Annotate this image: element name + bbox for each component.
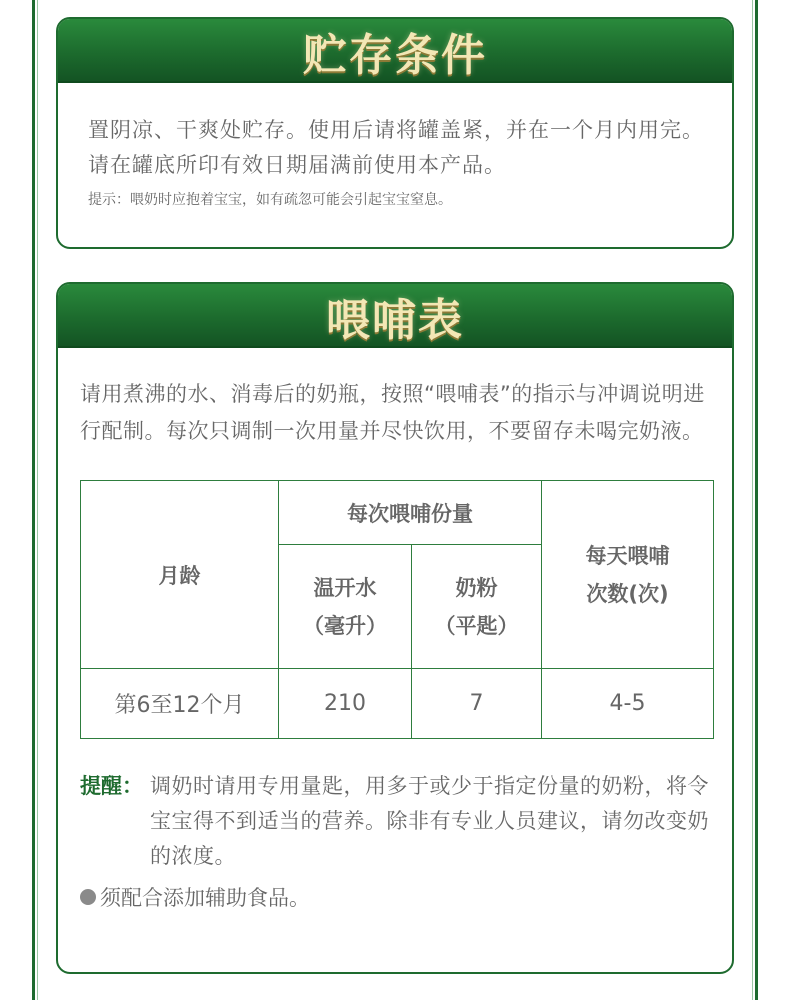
- header-age: 月龄: [81, 481, 279, 669]
- feeding-section: [56, 282, 734, 974]
- header-powder-line1: 奶粉: [455, 575, 498, 600]
- header-times: [542, 481, 714, 669]
- feeding-body: [58, 348, 732, 912]
- storage-body: [58, 83, 732, 209]
- cell-water: 210: [279, 669, 412, 739]
- storage-title: 贮存条件: [303, 30, 487, 81]
- header-water: [279, 545, 412, 669]
- feeding-table: [80, 480, 714, 739]
- bullet-icon: [80, 889, 96, 905]
- header-water-line2: （毫升）: [303, 613, 387, 638]
- reminder-label: 提醒：: [80, 774, 143, 798]
- cell-powder: 7: [412, 669, 542, 739]
- header-times-line2: 次数(次): [586, 581, 669, 606]
- header-powder: [412, 545, 542, 669]
- storage-section: [56, 17, 734, 249]
- table-header-row: [81, 481, 714, 545]
- storage-banner: [58, 19, 732, 83]
- storage-tip: 提示：喂奶时应抱着宝宝，如有疏忽可能会引起宝宝窒息。: [88, 192, 452, 208]
- storage-text: 置阴凉、干爽处贮存。使用后请将罐盖紧，并在一个月内用完。请在罐底所印有效日期届满前使用本产品。: [88, 118, 704, 177]
- feeding-intro: 请用煮沸的水、消毒后的奶瓶，按照“喂哺表”的指示与冲调说明进行配制。每次只调制一次用量并尽快饮用，不要留存未喝完奶液。: [80, 382, 705, 443]
- page-border-left: [32, 0, 35, 1000]
- reminder-text: 调奶时请用专用量匙，用多于或少于指定份量的奶粉，将令宝宝得不到适当的营养。除非有专业人员建议，请勿改变奶的浓度。: [150, 774, 709, 868]
- table-row: [81, 669, 714, 739]
- header-portion: 每次喂哺份量: [279, 481, 542, 545]
- page-border-right: [755, 0, 758, 1000]
- header-powder-line2: （平匙）: [434, 613, 519, 638]
- feeding-title: 喂哺表: [326, 295, 464, 346]
- header-times-line1: 每天喂哺: [585, 543, 670, 568]
- cell-age: 第6至12个月: [81, 669, 279, 739]
- supplement-note: [80, 882, 716, 912]
- feeding-banner: [58, 284, 732, 348]
- header-water-line1: 温开水: [313, 575, 377, 600]
- cell-times: 4-5: [542, 669, 714, 739]
- reminder: [80, 769, 716, 874]
- supplement-note-text: 须配合添加辅助食品。: [100, 886, 310, 910]
